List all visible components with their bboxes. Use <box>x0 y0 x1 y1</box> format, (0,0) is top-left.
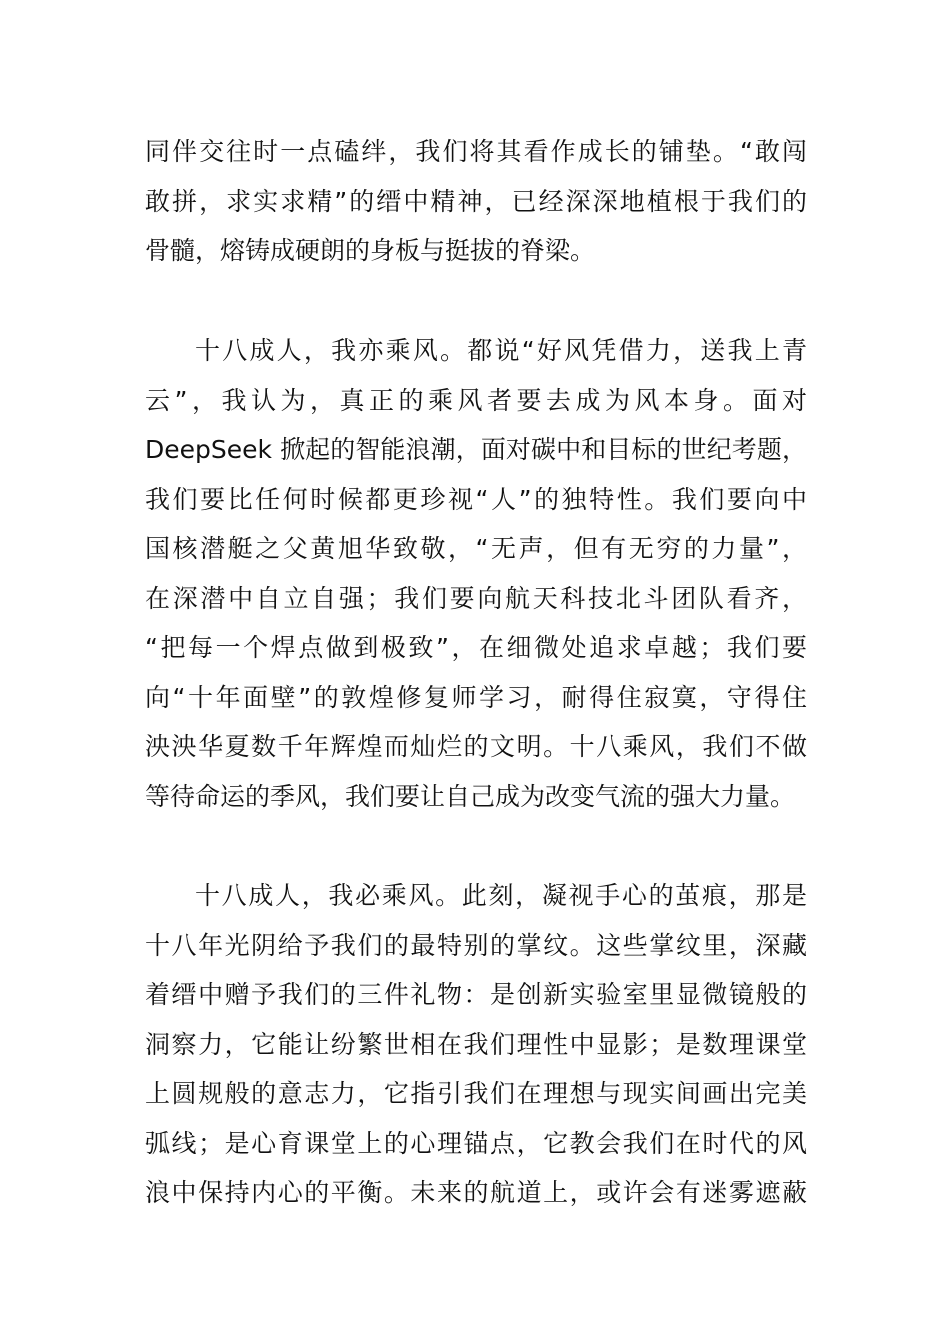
paragraph-line: 云”，我认为，真正的乘风者要去成为风本身。面对 <box>145 385 807 415</box>
paragraph-line: 十八成人，我亦乘风。都说“好风凭借力，送我上青 <box>195 336 807 365</box>
paragraph-line: 十八成人，我必乘风。此刻，凝视手心的茧痕，那是 <box>195 881 807 910</box>
paragraph-line: 弧线；是心育课堂上的心理锚点，它教会我们在时代的风 <box>145 1128 807 1158</box>
paragraph-3 <box>145 871 807 1218</box>
paragraph-2 <box>145 326 807 821</box>
paragraph-line: 同伴交往时一点磕绊，我们将其看作成长的铺垫。“敢闯 <box>145 137 807 166</box>
paragraph-line: 泱泱华夏数千年辉煌而灿烂的文明。十八乘风，我们不做 <box>145 732 807 761</box>
paragraph-line: 国核潜艇之父黄旭华致敬，“无声，但有无穷的力量”， <box>145 534 807 563</box>
paragraph-line: 我们要比任何时候都更珍视“人”的独特性。我们要向中 <box>145 484 807 514</box>
paragraph-line: 洞察力，它能让纷繁世相在我们理性中显影；是数理课堂 <box>145 1029 807 1059</box>
paragraph-line: 等待命运的季风，我们要让自己成为改变气流的强大力量。 <box>145 781 796 811</box>
paragraph-line: 十八年光阴给予我们的最特别的掌纹。这些掌纹里，深藏 <box>145 930 807 960</box>
paragraph-line: 在深潜中自立自强；我们要向航天科技北斗团队看齐， <box>145 583 807 613</box>
paragraph-line: 上圆规般的意志力，它指引我们在理想与现实间画出完美 <box>145 1079 807 1108</box>
paragraph-line: 骨髓，熔铸成硬朗的身板与挺拔的脊梁。 <box>145 236 596 265</box>
paragraph-line: “把每一个焊点做到极致”，在细微处追求卓越；我们要 <box>145 633 807 662</box>
paragraph-line: 着缙中赠予我们的三件礼物：是创新实验室里显微镜般的 <box>145 980 807 1009</box>
paragraph-line: 向“十年面壁”的敦煌修复师学习，耐得住寂寞，守得住 <box>145 682 807 712</box>
paragraph-line: 敢拼，求实求精”的缙中精神，已经深深地植根于我们的 <box>145 186 807 216</box>
paragraph-line: DeepSeek 掀起的智能浪潮，面对碳中和目标的世纪考题， <box>145 435 807 464</box>
paragraph-line: 浪中保持内心的平衡。未来的航道上，或许会有迷雾遮蔽 <box>145 1178 807 1207</box>
paragraph-1 <box>145 127 807 276</box>
